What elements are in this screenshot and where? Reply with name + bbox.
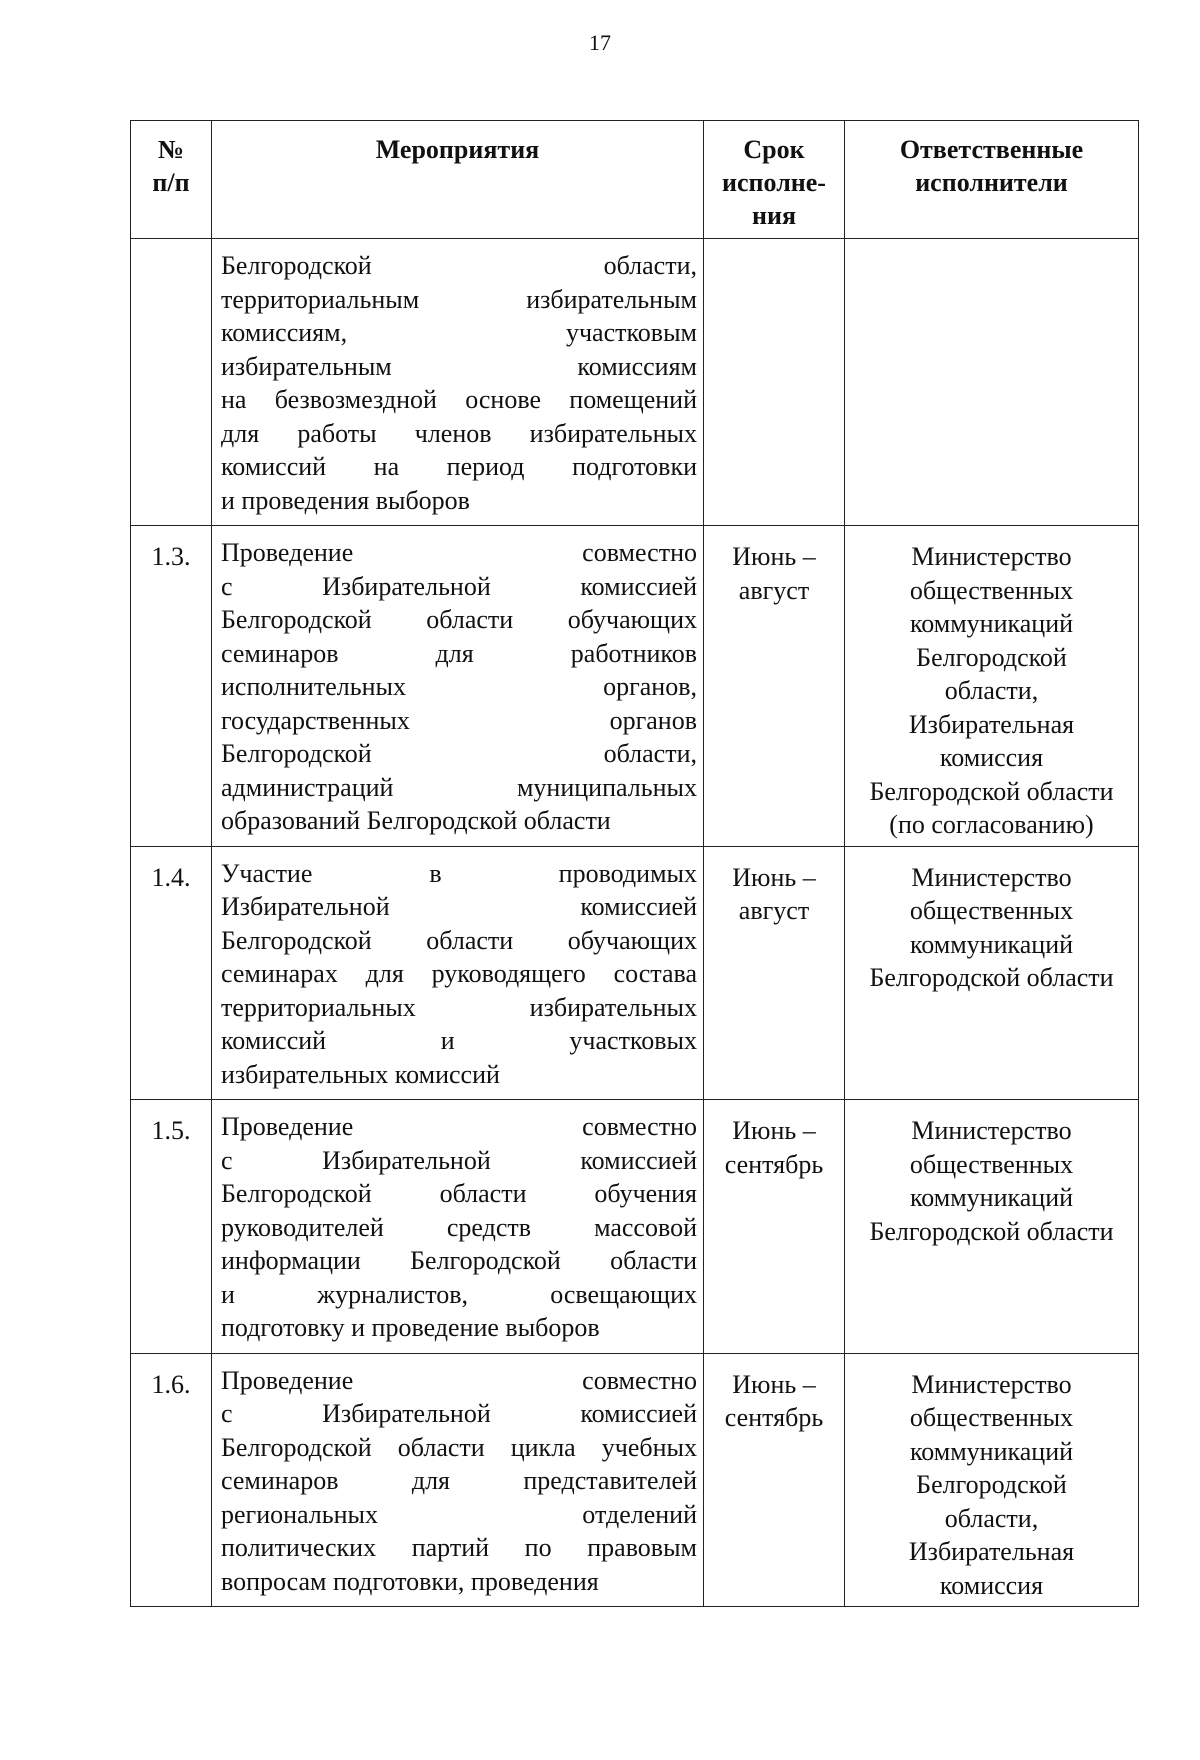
- event-line: избирательных комиссий: [221, 1059, 500, 1089]
- table-row: [131, 1353, 1139, 1607]
- event-line: Белгородской области,: [221, 251, 697, 280]
- responsible-line: Министерство: [911, 1369, 1072, 1399]
- responsible: [845, 526, 1139, 847]
- event-description: [212, 1100, 704, 1354]
- row-number: 1.6.: [131, 1353, 212, 1607]
- event-line: семинаров для представителей: [221, 1466, 697, 1495]
- event-line: Проведение совместно: [221, 538, 697, 567]
- event-line: и проведения выборов: [221, 485, 470, 515]
- header-events: Мероприятия: [212, 121, 704, 239]
- term: [704, 239, 845, 526]
- event-line: комиссий и участковых: [221, 1026, 697, 1055]
- event-line: администраций муниципальных: [221, 772, 697, 802]
- event-line: и журналистов, освещающих: [221, 1279, 697, 1309]
- event-line: Белгородской области цикла учебных: [221, 1432, 697, 1462]
- responsible-line: Белгородской: [916, 1470, 1067, 1499]
- responsible: [845, 846, 1139, 1100]
- responsible-line: Министерство: [911, 862, 1072, 892]
- responsible-line: комиссия: [939, 743, 1044, 772]
- term-line: сентябрь: [724, 1149, 824, 1179]
- event-line: политических партий по правовым: [221, 1533, 697, 1562]
- event-line: Избирательной комиссией: [221, 892, 697, 921]
- event-line: комиссиям, участковым: [221, 318, 697, 347]
- row-number: 1.4.: [131, 846, 212, 1100]
- event-line: с Избирательной комиссией: [221, 1145, 697, 1175]
- event-description: [212, 239, 704, 526]
- term-line: Июнь –: [732, 1369, 816, 1399]
- event-line: территориальных избирательных: [221, 992, 697, 1022]
- event-line: Белгородской области обучающих: [221, 605, 697, 634]
- responsible-line: коммуникаций: [909, 1436, 1074, 1466]
- event-description: [212, 846, 704, 1100]
- term-line: август: [738, 575, 810, 605]
- header-num: № п/п: [131, 121, 212, 239]
- event-line: семинарах для руководящего состава: [221, 959, 697, 988]
- responsible-line: коммуникаций: [909, 929, 1074, 959]
- event-line: Белгородской области обучающих: [221, 925, 697, 955]
- event-line: с Избирательной комиссией: [221, 1399, 697, 1428]
- term: [704, 846, 845, 1100]
- header-responsible: Ответственные исполнители: [845, 121, 1139, 239]
- responsible-line: общественных: [909, 575, 1074, 605]
- event-line: государственных органов: [221, 705, 697, 735]
- event-line: региональных отделений: [221, 1499, 697, 1529]
- event-line: руководителей средств массовой: [221, 1212, 697, 1242]
- responsible-line: области,: [944, 1503, 1039, 1533]
- term-line: Июнь –: [732, 1116, 816, 1145]
- responsible-line: Белгородской: [916, 642, 1067, 672]
- event-line: подготовку и проведение выборов: [221, 1313, 600, 1342]
- table-row: [131, 1100, 1139, 1354]
- event-line: избирательным комиссиям: [221, 351, 697, 381]
- term-line: Июнь –: [732, 862, 816, 892]
- event-line: на безвозмездной основе помещений: [221, 385, 697, 414]
- event-line: для работы членов избирательных: [221, 418, 697, 448]
- event-line: Участие в проводимых: [221, 858, 697, 888]
- term-line: август: [738, 896, 810, 925]
- event-description: [212, 1353, 704, 1607]
- event-line: информации Белгородской области: [221, 1246, 697, 1275]
- row-number: [131, 239, 212, 526]
- term-line: Июнь –: [732, 542, 816, 571]
- responsible-line: комиссия: [939, 1570, 1044, 1600]
- event-description: [212, 526, 704, 847]
- responsible-line: общественных: [909, 1149, 1074, 1179]
- event-line: Проведение совместно: [221, 1112, 697, 1141]
- event-line: Белгородской области,: [221, 739, 697, 768]
- term: [704, 1100, 845, 1354]
- event-line: территориальным избирательным: [221, 284, 697, 314]
- table-row: [131, 846, 1139, 1100]
- page-number: 17: [589, 30, 611, 55]
- responsible: [845, 239, 1139, 526]
- responsible-line: коммуникаций: [909, 609, 1074, 638]
- table-row: [131, 239, 1139, 526]
- term: [704, 526, 845, 847]
- responsible-line: Министерство: [911, 1116, 1072, 1145]
- responsible-line: общественных: [909, 896, 1074, 925]
- responsible-line: общественных: [909, 1403, 1074, 1432]
- event-line: семинаров для работников: [221, 638, 697, 668]
- responsible-line: области,: [944, 676, 1039, 705]
- event-line: с Избирательной комиссией: [221, 571, 697, 601]
- event-line: вопросам подготовки, проведения: [221, 1566, 599, 1596]
- measures-table: [130, 120, 1139, 1607]
- table-row: [131, 526, 1139, 847]
- responsible-line: (по согласованию): [889, 810, 1094, 839]
- event-line: образований Белгородской области: [221, 806, 611, 835]
- term-line: сентябрь: [724, 1403, 824, 1432]
- responsible-line: Белгородской области: [869, 1216, 1114, 1246]
- responsible-line: Избирательная: [908, 709, 1075, 739]
- event-line: комиссий на период подготовки: [221, 452, 697, 481]
- event-line: Проведение совместно: [221, 1365, 697, 1395]
- header-term: Срок исполне- ния: [704, 121, 845, 239]
- row-number: 1.3.: [131, 526, 212, 847]
- event-line: исполнительных органов,: [221, 672, 697, 701]
- responsible-line: Белгородской области: [869, 776, 1114, 806]
- term: [704, 1353, 845, 1607]
- responsible-line: Министерство: [911, 542, 1072, 571]
- responsible: [845, 1100, 1139, 1354]
- event-line: Белгородской области обучения: [221, 1179, 697, 1208]
- responsible-line: Белгородской области: [869, 963, 1114, 992]
- responsible-line: Избирательная: [908, 1537, 1075, 1566]
- table-header-row: [131, 121, 1139, 239]
- responsible-line: коммуникаций: [909, 1183, 1074, 1212]
- responsible: [845, 1353, 1139, 1607]
- row-number: 1.5.: [131, 1100, 212, 1354]
